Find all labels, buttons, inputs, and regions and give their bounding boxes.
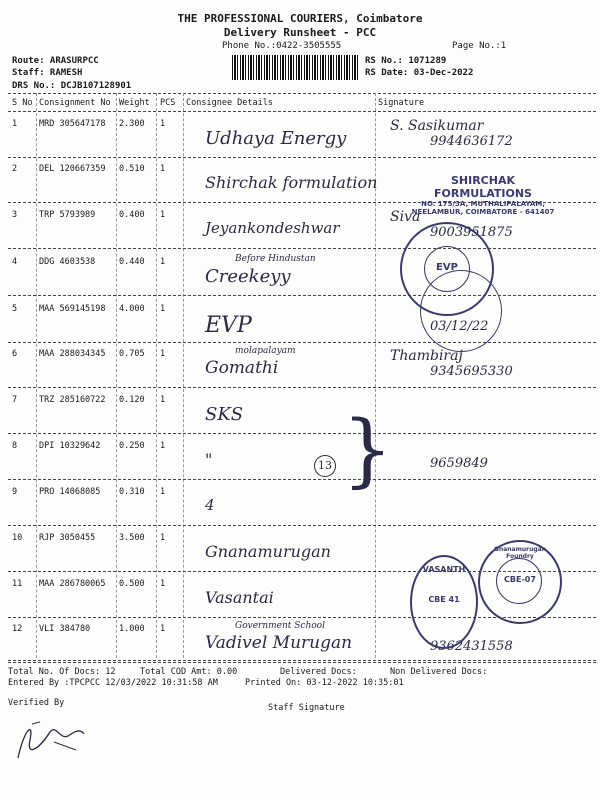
staff-signature-label: Staff Signature <box>268 703 345 713</box>
row-divider <box>8 433 596 434</box>
row-weight: 0.500 <box>119 579 145 589</box>
drs-number: DRS No.: DCJB107128901 <box>12 81 132 91</box>
row-note: molapalayam <box>235 346 296 356</box>
row-weight: 4.000 <box>119 304 145 314</box>
col-signature: Signature <box>378 98 425 108</box>
row-divider <box>8 295 596 296</box>
route: Route: ARASURPCC <box>12 56 99 66</box>
row-sno: 12 <box>12 624 23 634</box>
footer-rule <box>8 660 596 661</box>
row-divider <box>8 157 596 158</box>
runsheet-title: Delivery Runsheet - PCC <box>223 26 377 39</box>
stamp-company: SHIRCHAK FORMULATIONS <box>434 174 532 200</box>
row-weight: 0.400 <box>119 210 145 220</box>
row-consignee: SKS <box>205 404 244 425</box>
row-weight: 0.705 <box>119 349 145 359</box>
row-sno: 3 <box>12 210 18 220</box>
row-consignee: Jeyankondeshwar <box>205 219 340 237</box>
circled-note: 13 <box>314 455 336 477</box>
stamp-address: NO. 175/3A, MUTHALIPALAYAM, <box>421 200 545 208</box>
row-consignee: 4 <box>205 496 215 514</box>
stamp-center: EVP <box>436 262 458 273</box>
row-consignment: MAA 288034345 <box>39 349 106 359</box>
row-sno: 9 <box>12 487 18 497</box>
row-pcs: 1 <box>160 579 166 589</box>
printed-on: Printed On: 03-12-2022 10:35:01 <box>245 678 404 688</box>
rs-date: RS Date: 03-Dec-2022 <box>365 68 474 78</box>
col-consignment: Consignment No <box>39 98 111 108</box>
row-phone: 9003951875 <box>430 225 513 240</box>
row-note: Government School <box>235 621 325 631</box>
col-sno: S No <box>12 98 33 108</box>
row-consignee: Gnanamurugan <box>205 542 331 561</box>
row-consignment: MAA 569145198 <box>39 304 106 314</box>
row-pcs: 1 <box>160 395 166 405</box>
row-consignee: Creekeyy <box>205 266 291 287</box>
row-pcs: 1 <box>160 624 166 634</box>
row-divider <box>8 248 596 249</box>
row-sno: 8 <box>12 441 18 451</box>
row-note: Before Hindustan <box>235 254 316 264</box>
row-divider <box>8 342 596 343</box>
stamp-center: CBE-07 <box>504 575 536 584</box>
row-pcs: 1 <box>160 349 166 359</box>
row-pcs: 1 <box>160 487 166 497</box>
rs-number: RS No.: 1071289 <box>365 56 447 66</box>
verified-by-label: Verified By <box>8 698 65 708</box>
row-sno: 11 <box>12 579 23 589</box>
table-top-rule <box>8 93 596 94</box>
row-weight: 3.500 <box>119 533 145 543</box>
round-stamp <box>420 270 502 352</box>
column-divider <box>36 93 37 658</box>
row-weight: 0.440 <box>119 257 145 267</box>
col-weight: Weight <box>119 98 150 108</box>
stamp-address: NEELAMBUR, COIMBATORE - 641407 <box>411 208 555 216</box>
total-docs: Total No. Of Docs: 12 <box>8 667 116 677</box>
row-phone: 9345695330 <box>430 364 513 379</box>
row-signature: Siva <box>390 209 421 225</box>
row-consignment: PRO 14068085 <box>39 487 101 497</box>
row-divider <box>8 479 596 480</box>
row-consignment: DEL 120667359 <box>39 164 106 174</box>
row-weight: 1.000 <box>119 624 145 634</box>
total-cod: Total COD Amt: 0.00 <box>140 667 238 677</box>
row-consignee: Udhaya Energy <box>205 128 347 149</box>
row-divider <box>8 662 596 663</box>
row-consignee: Vadivel Murugan <box>205 633 353 653</box>
header-rule <box>8 111 596 112</box>
row-consignee: Gomathi <box>205 358 279 378</box>
row-divider <box>8 387 596 388</box>
row-consignee: EVP <box>205 313 252 338</box>
row-weight: 0.120 <box>119 395 145 405</box>
row-signature: S. Sasikumar <box>390 118 484 134</box>
company-title: THE PROFESSIONAL COURIERS, Coimbatore <box>177 12 423 25</box>
column-divider <box>156 93 157 658</box>
row-phone: 9659849 <box>430 456 488 471</box>
row-consignment: DPI 10329642 <box>39 441 101 451</box>
stamp-ring: VASANTH <box>422 565 466 574</box>
row-pcs: 1 <box>160 533 166 543</box>
stamp-ring: Gnanamurugan Foundry <box>494 546 546 560</box>
row-weight: 0.510 <box>119 164 145 174</box>
row-pcs: 1 <box>160 164 166 174</box>
row-consignee: Vasantai <box>205 588 274 607</box>
row-pcs: 1 <box>160 119 166 129</box>
row-divider <box>8 525 596 526</box>
col-pcs: PCS <box>160 98 176 108</box>
column-divider <box>116 93 117 658</box>
row-sno: 7 <box>12 395 18 405</box>
verifier-signature <box>10 710 90 765</box>
row-consignment: DDG 4603538 <box>39 257 96 267</box>
row-weight: 2.300 <box>119 119 145 129</box>
stamp-center: CBE 41 <box>428 595 460 604</box>
staff: Staff: RAMESH <box>12 68 83 78</box>
row-phone: 9362431558 <box>430 639 513 654</box>
row-phone: 03/12/22 <box>430 319 489 334</box>
delivered-docs: Delivered Docs: <box>280 667 357 677</box>
row-sno: 5 <box>12 304 18 314</box>
row-pcs: 1 <box>160 257 166 267</box>
row-consignee: " <box>205 450 213 469</box>
shirchak-stamp <box>408 174 558 216</box>
gnanamurugan-stamp <box>478 540 562 624</box>
row-consignee: Shirchak formulation <box>205 173 378 192</box>
col-consignee: Consignee Details <box>186 98 273 108</box>
row-consignment: VLI 384780 <box>39 624 91 634</box>
row-sno: 10 <box>12 533 23 543</box>
column-divider <box>183 93 184 658</box>
row-weight: 0.250 <box>119 441 145 451</box>
vasanth-stamp <box>410 555 478 649</box>
non-delivered-docs: Non Delivered Docs: <box>390 667 488 677</box>
row-consignment: TRP 5793989 <box>39 210 96 220</box>
row-pcs: 1 <box>160 210 166 220</box>
row-pcs: 1 <box>160 304 166 314</box>
phone-number: Phone No.:0422-3505555 <box>222 41 342 51</box>
bracket-mark: } <box>342 403 393 496</box>
row-weight: 0.310 <box>119 487 145 497</box>
row-phone: 9944636172 <box>430 134 513 149</box>
row-sno: 6 <box>12 349 18 359</box>
entered-by: Entered By :TPCPCC 12/03/2022 10:31:58 AM <box>8 678 218 688</box>
row-consignment: MRD 305647178 <box>39 119 106 129</box>
row-consignment: RJP 3050455 <box>39 533 96 543</box>
page-number: Page No.:1 <box>452 41 507 51</box>
row-pcs: 1 <box>160 441 166 451</box>
row-consignment: MAA 286780065 <box>39 579 106 589</box>
row-sno: 2 <box>12 164 18 174</box>
row-signature: Thambiraj <box>390 348 463 364</box>
row-consignment: TRZ 285160722 <box>39 395 106 405</box>
row-sno: 1 <box>12 119 18 129</box>
row-sno: 4 <box>12 257 18 267</box>
barcode-icon <box>232 55 360 80</box>
